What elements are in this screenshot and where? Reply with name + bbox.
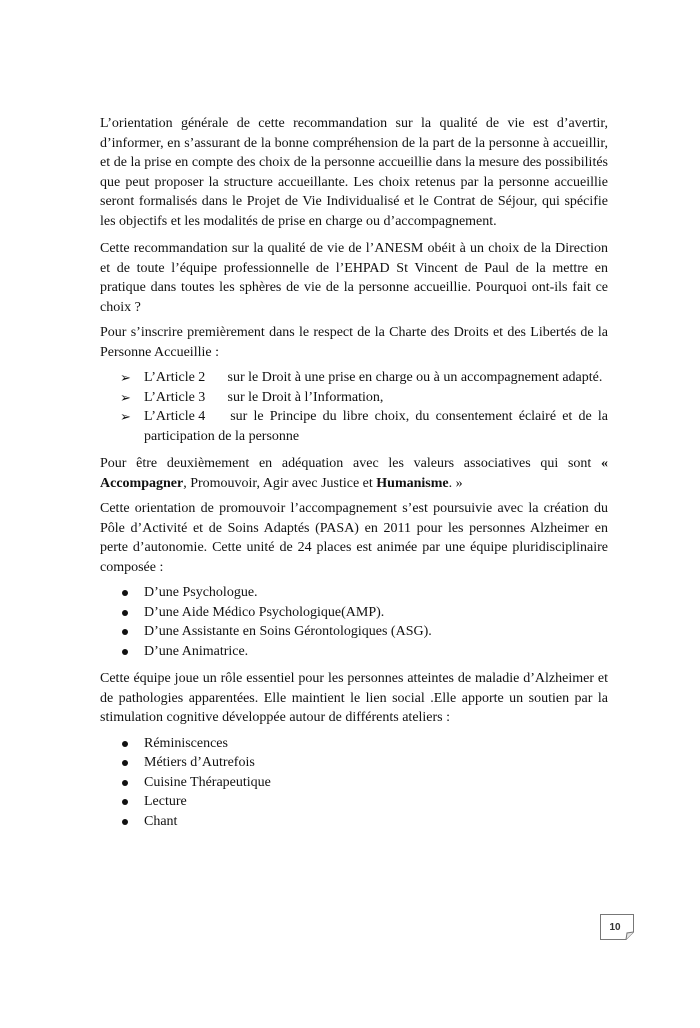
list-item: [100, 368, 608, 388]
atelier-item: Réminiscences: [144, 735, 228, 751]
quote-open: «: [601, 456, 609, 471]
arrow-bullet-icon: ➢: [120, 389, 131, 405]
list-item: [100, 642, 608, 662]
list-item: [100, 792, 608, 812]
article-name: L’Article 3: [144, 389, 206, 405]
value-accompagner: Accompagner: [100, 475, 184, 491]
list-item: [100, 388, 608, 408]
arrow-bullet-icon: ➢: [120, 409, 131, 424]
paragraph-team-role: Cette équipe joue un rôle essentiel pour les personnes atteintes de maladie d’Alzheimer et de pathologies apparentées. Elle maintient le lien social .Elle apporte un soutien par la stimulation cognitive développée autour de différents ateliers :: [100, 671, 608, 725]
team-member: D’une Animatrice.: [144, 643, 249, 659]
ateliers-list: [100, 734, 608, 832]
team-list: [100, 583, 608, 661]
list-item: [100, 812, 608, 832]
page-number: 10: [609, 922, 621, 933]
atelier-item: Lecture: [144, 794, 187, 809]
bullet-icon: [122, 629, 128, 635]
article-name: L’Article 2: [144, 370, 206, 385]
document-page: [100, 114, 608, 839]
arrow-bullet-icon: ➢: [120, 370, 131, 385]
list-item: [100, 773, 608, 793]
list-item: [100, 734, 608, 754]
team-member: D’une Psychologue.: [144, 585, 258, 600]
paragraph-values: [100, 454, 608, 493]
values-middle: , Promouvoir, Agir avec Justice et: [183, 475, 377, 491]
values-intro: Pour être deuxièmement en adéquation avec les valeurs associatives qui sont: [100, 456, 592, 471]
bullet-icon: [122, 590, 128, 596]
bullet-icon: [122, 819, 128, 825]
bullet-icon: [122, 780, 128, 786]
article-name: L’Article 4: [144, 409, 206, 424]
paragraph-pasa: Cette orientation de promouvoir l’accompagnement s’est poursuivie avec la création du Pôle d’Activité et de Soins Adaptés (PASA) en 2011 pour les personnes Alzheimer en perte d’autonomie. Cette unité de 24 places est animée par une équipe pluridisciplinaire composée :: [100, 501, 608, 575]
paragraph-charter: Pour s’inscrire premièrement dans le respect de la Charte des Droits et des Libertés de la Personne Accueillie :: [100, 325, 608, 360]
bullet-icon: [122, 610, 128, 616]
bullet-icon: [122, 649, 128, 655]
bullet-icon: [122, 799, 128, 805]
list-item: [100, 407, 608, 446]
bullet-icon: [122, 760, 128, 766]
list-item: [100, 583, 608, 603]
page-number-box: [600, 914, 634, 940]
article-text: sur le Principe du libre choix, du consentement éclairé et de la participation de la personne: [144, 409, 608, 444]
articles-list: [100, 368, 608, 446]
quote-close: . »: [448, 475, 463, 491]
list-item: [100, 622, 608, 642]
atelier-item: Cuisine Thérapeutique: [144, 774, 271, 790]
article-text: sur le Droit à l’Information,: [227, 389, 384, 405]
atelier-item: Chant: [144, 813, 178, 829]
paragraph-orientation: L’orientation générale de cette recommandation sur la qualité de vie est d’avertir, d’informer, en s’assurant de la bonne compréhension de la part de la personne à accueillir, et de la prise en compte des choix de la personne accueillie dans la mesure des possibilités que peut proposer la structure accueillante. Les choix retenus par la personne accueillie seront formalisés dans le Projet de Vie Individualisé et le Contrat de Séjour, qui spécifie les objectifs et les modalités de prise en charge ou d’accompagnement.: [100, 116, 608, 229]
list-item: [100, 603, 608, 623]
bullet-icon: [122, 741, 128, 747]
list-item: [100, 753, 608, 773]
atelier-item: Métiers d’Autrefois: [144, 755, 255, 770]
paragraph-anesm-choice: Cette recommandation sur la qualité de vie de l’ANESM obéit à un choix de la Direction et de toute l’équipe professionnelle de l’EHPAD St Vincent de Paul de la mettre en pratique dans toutes les sphères de vie de la personne accueillie. Pourquoi ont-ils fait ce choix ?: [100, 241, 608, 315]
value-humanisme: Humanisme: [376, 475, 449, 491]
article-text: sur le Droit à une prise en charge ou à un accompagnement adapté.: [227, 370, 603, 385]
team-member: D’une Assistante en Soins Gérontologiques (ASG).: [144, 624, 432, 639]
team-member: D’une Aide Médico Psychologique(AMP).: [144, 604, 385, 620]
